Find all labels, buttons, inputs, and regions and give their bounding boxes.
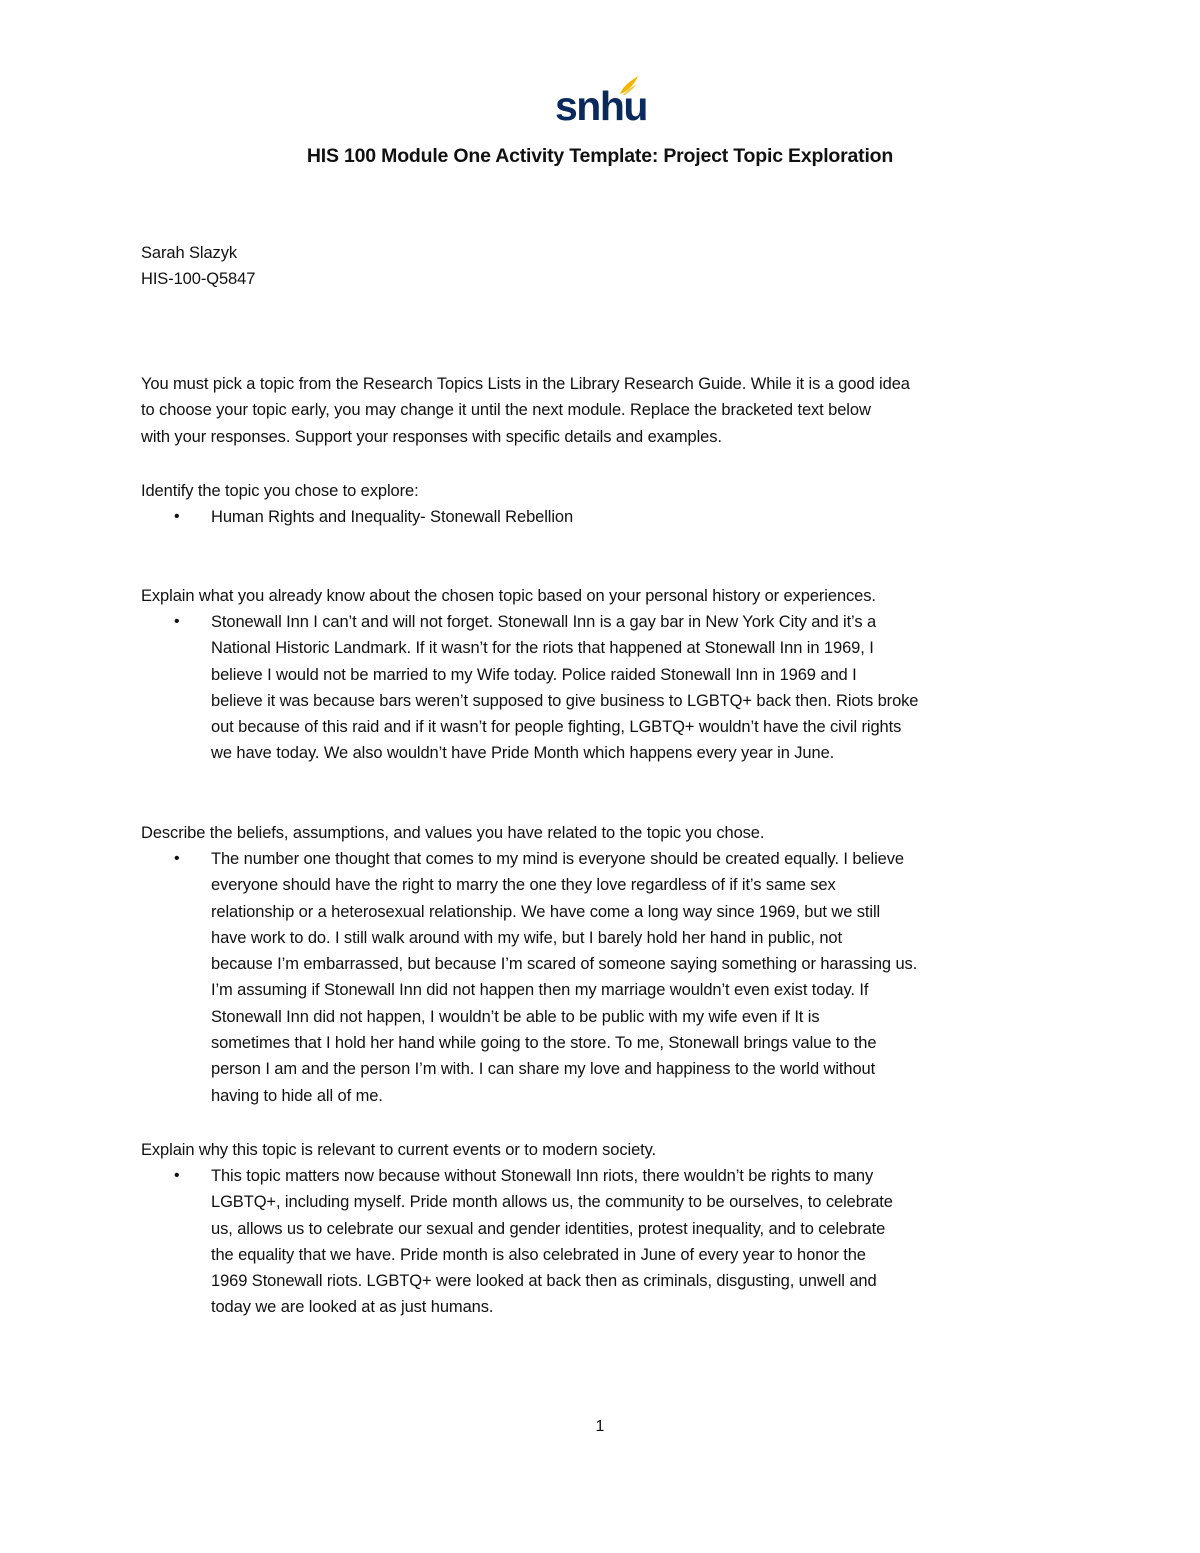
answer-line: National Historic Landmark. If it wasn’t for the riots that happened at Stonewall Inn in 1969, I [211,639,874,658]
answer-line: we have today. We also wouldn’t have Pride Month which happens every year in June. [211,744,835,763]
page-number: 1 [595,1418,605,1435]
answer-line: LGBTQ+, including myself. Pride month allows us, the community to be ourselves, to celebrate [211,1193,893,1212]
section-prompt: Identify the topic you chose to explore: [141,482,419,500]
instructions-line: with your responses. Support your responses with specific details and examples. [141,427,722,446]
answer-line: because I’m embarrassed, but because I’m scared of someone saying something or harassing us. [211,955,918,974]
answer-line: believe it was because bars weren’t supposed to give business to LGBTQ+ back then. Riots broke [211,691,919,710]
answer-line: out because of this raid and if it wasn’t for people fighting, LGBTQ+ wouldn’t have the civil rights [211,718,902,737]
answer-line: believe I would not be married to my Wife today. Police raided Stonewall Inn in 1969 and I [211,665,857,684]
section-prompt: Explain why this topic is relevant to current events or to modern society. [141,1141,657,1159]
answer-line: today we are looked at as just humans. [211,1298,494,1317]
section-prompt: Describe the beliefs, assumptions, and values you have related to the topic you chose. [141,824,765,842]
answer-line: everyone should have the right to marry the one they love regardless of if it’s same sex [211,876,836,895]
student-name: Sarah Slazyk [141,244,238,262]
section-answer [211,504,1071,530]
snhu-logo [555,74,647,132]
section-answer [211,1163,1071,1321]
answer-line: I’m assuming if Stonewall Inn did not happen then my marriage wouldn’t even exist today. If [211,981,869,1000]
instructions-line: You must pick a topic from the Research Topics Lists in the Library Research Guide. While it is a good idea [141,375,910,393]
instructions-line: to choose your topic early, you may change it until the next module. Replace the bracketed text below [141,401,871,420]
course-code: HIS-100-Q5847 [141,270,256,288]
answer-line: This topic matters now because without Stonewall Inn riots, there wouldn’t be rights to many [211,1167,874,1185]
bullet-icon: • [174,1167,180,1184]
instructions-paragraph [141,371,1071,450]
answer-line: The number one thought that comes to my mind is everyone should be created equally. I believe [211,850,904,868]
bullet-icon: • [174,613,180,630]
answer-line: Human Rights and Inequality- Stonewall Rebellion [211,508,574,526]
answer-line: the equality that we have. Pride month is also celebrated in June of every year to honor the [211,1245,866,1264]
answer-line: sometimes that I hold her hand while going to the store. To me, Stonewall brings value to the [211,1034,877,1053]
bullet-icon: • [174,850,180,867]
document-title: HIS 100 Module One Activity Template: Project Topic Exploration [306,145,894,167]
answer-line: having to hide all of me. [211,1086,383,1105]
answer-line: have work to do. I still walk around with my wife, but I barely hold her hand in public, not [211,928,842,947]
answer-line: Stonewall Inn did not happen, I wouldn’t be able to be public with my wife even if It is [211,1007,820,1026]
section-answer [211,846,1071,1109]
answer-line: Stonewall Inn I can’t and will not forget. Stonewall Inn is a gay bar in New York City and it’s a [211,613,877,631]
answer-line: relationship or a heterosexual relationship. We have come a long way since 1969, but we still [211,902,881,921]
section-answer [211,609,1071,767]
answer-line: us, allows us to celebrate our sexual and gender identities, protest inequality, and to celebrate [211,1219,886,1238]
section-prompt: Explain what you already know about the chosen topic based on your personal history or experiences. [141,587,876,605]
answer-line: person I am and the person I’m with. I can share my love and happiness to the world without [211,1060,876,1079]
logo-wordmark: snhu [555,83,647,129]
bullet-icon: • [174,508,180,525]
answer-line: 1969 Stonewall riots. LGBTQ+ were looked at back then as criminals, disgusting, unwell and [211,1272,877,1291]
